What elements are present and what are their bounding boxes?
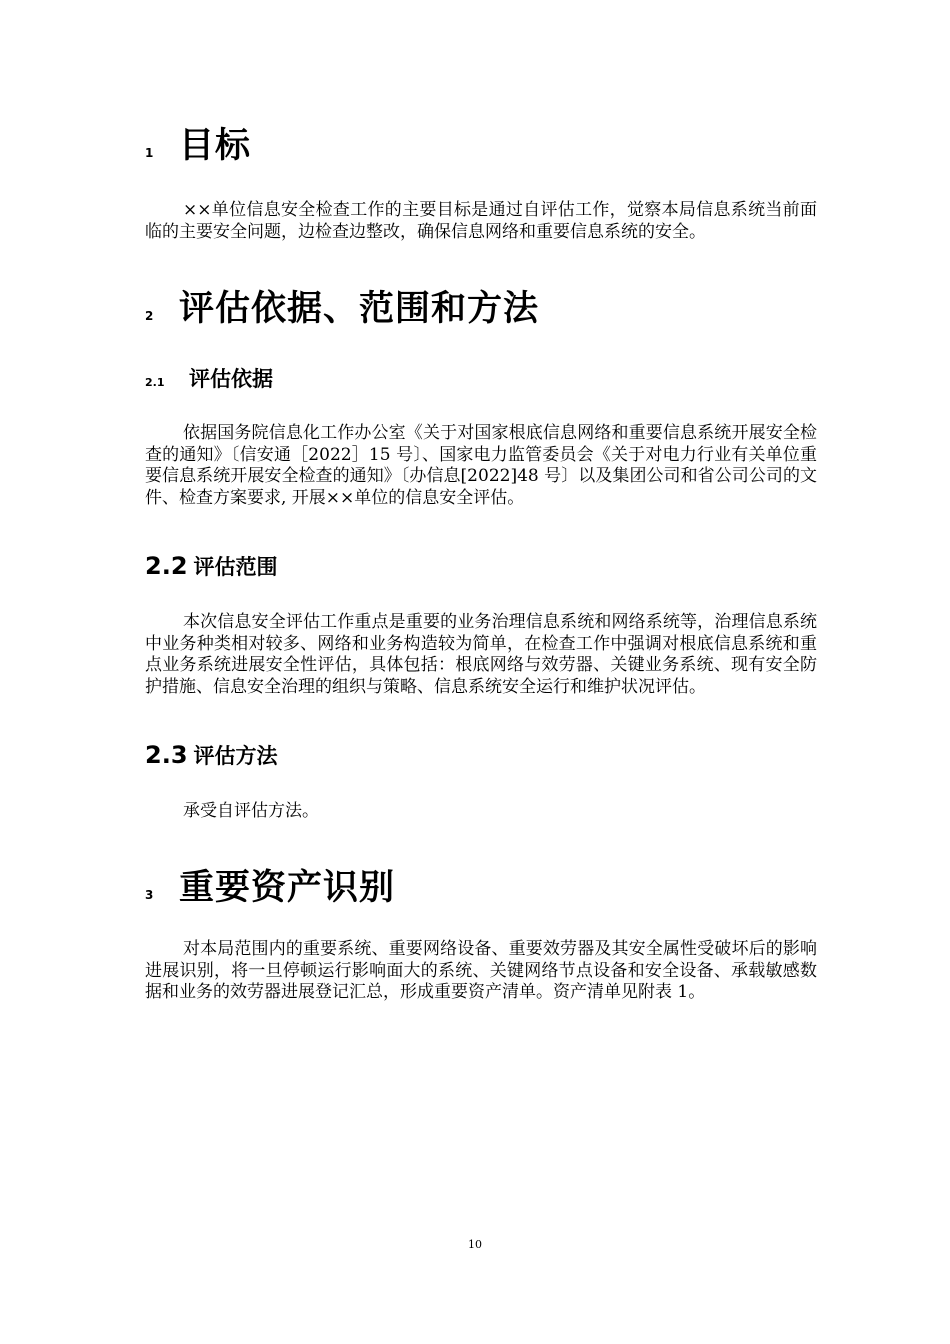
subsection-2-3-paragraph: 承受自评估方法。 <box>183 801 319 821</box>
section-1-title: 目标 <box>179 126 252 166</box>
section-3-number: 3 <box>145 888 154 902</box>
section-2-heading <box>145 281 539 331</box>
subsection-2-2-number: 2.2 <box>145 552 188 580</box>
subsection-2-2-paragraph: 本次信息安全评估工作重点是重要的业务治理信息系统和网络系统等，治理信息系统中业务种类相对较多、网络和业务构造较为简单，在检查工作中强调对根底信息系统和重点业务系统进展安全性评估，具体包括：根底网络与效劳器、关键业务系统、现有安全防护措施、信息安全治理的组织与策略、信息系统安全运行和维护状况评估。 <box>145 612 817 697</box>
subsection-2-3-number: 2.3 <box>145 741 188 769</box>
page-number: 10 <box>468 1238 482 1251</box>
section-2-number: 2 <box>145 309 154 323</box>
section-1-paragraph: ××单位信息安全检查工作的主要目标是通过自评估工作，觉察本局信息系统当前面临的主要安全问题，边检查边整改，确保信息网络和重要信息系统的安全。 <box>145 200 817 242</box>
subsection-2-2-title: 评估范围 <box>193 555 278 579</box>
section-2-title: 评估依据、范围和方法 <box>179 289 540 329</box>
subsection-2-3-title: 评估方法 <box>193 744 278 768</box>
subsection-2-3-heading <box>145 740 278 770</box>
subsection-2-1-number: 2.1 <box>145 376 165 389</box>
section-1-heading <box>145 118 251 168</box>
section-3-title: 重要资产识别 <box>179 868 396 908</box>
subsection-2-1-title: 评估依据 <box>189 367 273 391</box>
subsection-2-2-heading <box>145 551 278 581</box>
section-1-number: 1 <box>145 146 154 160</box>
section-3-paragraph: 对本局范围内的重要系统、重要网络设备、重要效劳器及其安全属性受破坏后的影响进展识别，将一旦停顿运行影响面大的系统、关键网络节点设备和安全设备、承载敏感数据和业务的效劳器进展登记汇总，形成重要资产清单。资产清单见附表 1。 <box>145 939 817 1002</box>
subsection-2-1-heading <box>145 363 273 393</box>
subsection-2-1-paragraph: 依据国务院信息化工作办公室《关于对国家根底信息网络和重要信息系统开展安全检查的通知》〔信安通［2022］15 号〕、国家电力监管委员会《关于对电力行业有关单位重要信息系统开展安全检查的通知》〔办信息[2022]48 号〕以及集团公司和省公司公司的文件、检查方案要求, 开展××单位的信息安全评估。 <box>145 423 817 508</box>
section-3-heading <box>145 860 395 910</box>
